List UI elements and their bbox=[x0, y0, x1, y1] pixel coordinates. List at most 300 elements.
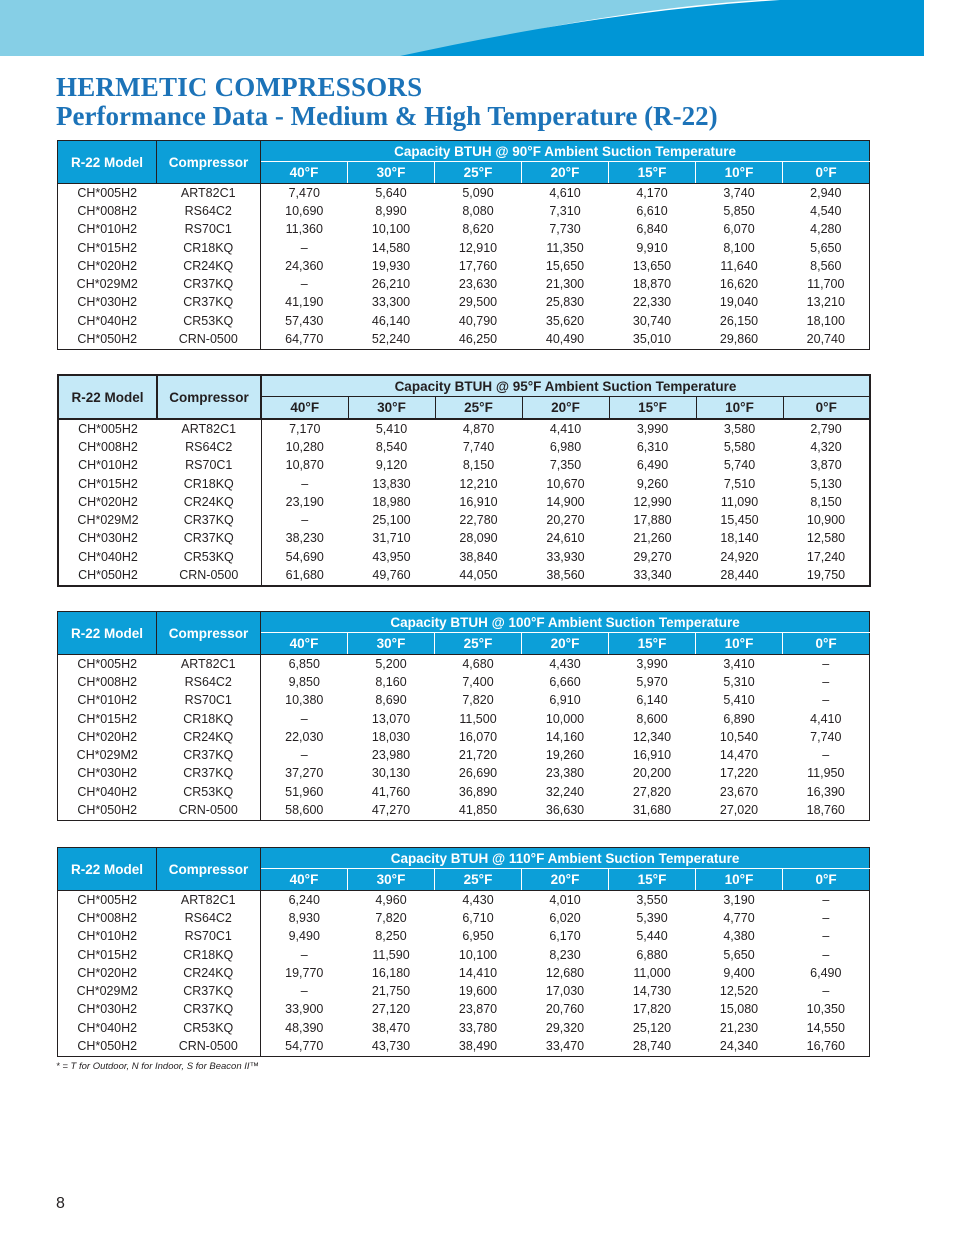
cell-capacity: 9,120 bbox=[375, 458, 408, 473]
cell-capacity: 20,740 bbox=[783, 330, 870, 349]
column-header-temp: 40°F bbox=[261, 633, 348, 655]
cell-capacity: 6,070 bbox=[723, 222, 755, 237]
cell-capacity: 4,320 bbox=[783, 438, 870, 456]
cell-model: CH*050H2 bbox=[58, 566, 157, 585]
table-row bbox=[58, 946, 870, 964]
column-header-temp: 25°F bbox=[435, 162, 522, 184]
cell-model: CH*029M2 bbox=[58, 746, 157, 764]
column-header-temp: 30°F bbox=[348, 162, 435, 184]
table-row bbox=[58, 964, 870, 982]
cell-capacity: 9,490 bbox=[288, 929, 320, 944]
cell-capacity: 13,210 bbox=[783, 294, 870, 312]
cell-capacity: 6,310 bbox=[636, 439, 669, 454]
cell-capacity: 26,690 bbox=[458, 766, 498, 781]
cell-capacity: 4,280 bbox=[783, 221, 870, 239]
cell-capacity: 35,620 bbox=[545, 313, 585, 328]
cell-capacity: 43,950 bbox=[372, 549, 411, 564]
cell-capacity: – bbox=[300, 748, 308, 763]
cell-capacity: 5,580 bbox=[723, 439, 756, 454]
table-caption: Capacity BTUH @ 110°F Ambient Suction Temperature bbox=[261, 848, 870, 869]
cell-capacity: 18,030 bbox=[371, 729, 411, 744]
cell-capacity: 6,850 bbox=[288, 656, 320, 671]
column-header-temp: 40°F bbox=[261, 397, 348, 420]
cell-capacity: 5,650 bbox=[783, 239, 870, 257]
cell-capacity: 33,340 bbox=[609, 566, 696, 585]
cell-capacity: 4,410 bbox=[549, 421, 582, 436]
cell-capacity: 29,500 bbox=[458, 295, 498, 310]
cell-model: CH*030H2 bbox=[58, 1001, 157, 1019]
cell-capacity: 5,130 bbox=[783, 475, 870, 493]
column-header-temp: 25°F bbox=[435, 397, 522, 420]
cell-capacity: 4,430 bbox=[462, 892, 494, 907]
cell-model: CH*030H2 bbox=[58, 765, 157, 783]
cell-capacity: 7,740 bbox=[783, 728, 870, 746]
table-row bbox=[58, 909, 870, 927]
cell-model: CH*005H2 bbox=[58, 184, 157, 203]
table-row bbox=[58, 928, 870, 946]
performance-table bbox=[57, 611, 870, 821]
cell-capacity: 8,600 bbox=[636, 711, 668, 726]
cell-compressor: CR18KQ bbox=[157, 710, 261, 728]
cell-model: CH*008H2 bbox=[58, 202, 157, 220]
table-row bbox=[58, 511, 870, 529]
page-number: 8 bbox=[56, 1195, 65, 1212]
table-row bbox=[58, 548, 870, 566]
cell-model: CH*040H2 bbox=[58, 312, 157, 330]
cell-capacity: 5,310 bbox=[723, 674, 755, 689]
cell-capacity: 9,400 bbox=[723, 965, 755, 980]
cell-capacity: – bbox=[300, 947, 308, 962]
cell-capacity: 12,910 bbox=[458, 240, 498, 255]
cell-capacity: 40,490 bbox=[522, 330, 609, 349]
cell-compressor: RS64C2 bbox=[157, 909, 261, 927]
cell-compressor: CR37KQ bbox=[157, 765, 261, 783]
cell-capacity: – bbox=[300, 277, 308, 292]
cell-capacity: 57,430 bbox=[285, 313, 324, 328]
cell-capacity: 18,760 bbox=[783, 801, 870, 820]
cell-capacity: 9,910 bbox=[636, 240, 668, 255]
column-header-temp: 0°F bbox=[783, 869, 870, 891]
cell-capacity: 19,600 bbox=[458, 984, 498, 999]
table-row bbox=[58, 530, 870, 548]
cell-capacity: 30,740 bbox=[632, 313, 672, 328]
cell-capacity: 27,820 bbox=[632, 784, 672, 799]
cell-capacity: 46,250 bbox=[435, 330, 522, 349]
cell-capacity: – bbox=[783, 982, 870, 1000]
column-header-temp: 15°F bbox=[609, 397, 696, 420]
cell-model: CH*005H2 bbox=[58, 655, 157, 674]
cell-model: CH*010H2 bbox=[58, 221, 157, 239]
cell-capacity: 5,410 bbox=[375, 421, 408, 436]
cell-capacity: 14,410 bbox=[458, 965, 498, 980]
table-row bbox=[58, 1037, 870, 1056]
column-header-model: R-22 Model bbox=[58, 375, 157, 419]
column-header-temp: 20°F bbox=[522, 162, 609, 184]
cell-capacity: – bbox=[783, 946, 870, 964]
cell-capacity: 11,950 bbox=[783, 765, 870, 783]
cell-capacity: 4,870 bbox=[462, 421, 495, 436]
cell-capacity: 15,650 bbox=[545, 258, 585, 273]
cell-capacity: 32,240 bbox=[545, 784, 585, 799]
cell-capacity: 4,380 bbox=[723, 929, 755, 944]
table-row bbox=[58, 438, 870, 456]
cell-model: CH*008H2 bbox=[58, 673, 157, 691]
cell-capacity: 6,890 bbox=[723, 711, 755, 726]
column-header-temp: 0°F bbox=[783, 162, 870, 184]
cell-capacity: 7,310 bbox=[549, 203, 581, 218]
cell-capacity: 14,900 bbox=[546, 494, 585, 509]
cell-capacity: 27,120 bbox=[371, 1002, 411, 1017]
column-header-compressor: Compressor bbox=[157, 141, 261, 184]
cell-compressor: RS70C1 bbox=[157, 928, 261, 946]
cell-compressor: ART82C1 bbox=[157, 419, 261, 438]
cell-capacity: 5,850 bbox=[723, 203, 755, 218]
cell-capacity: 2,940 bbox=[783, 184, 870, 203]
column-header-temp: 10°F bbox=[696, 397, 783, 420]
cell-capacity: 38,840 bbox=[459, 549, 498, 564]
cell-capacity: 20,200 bbox=[632, 766, 672, 781]
cell-capacity: – bbox=[783, 909, 870, 927]
cell-capacity: – bbox=[783, 891, 870, 910]
cell-capacity: 29,270 bbox=[633, 549, 672, 564]
cell-capacity: 6,880 bbox=[636, 947, 668, 962]
cell-capacity: 19,260 bbox=[545, 748, 585, 763]
cell-compressor: CR37KQ bbox=[157, 982, 261, 1000]
cell-compressor: CR37KQ bbox=[157, 746, 261, 764]
cell-capacity: 5,410 bbox=[723, 693, 755, 708]
cell-model: CH*020H2 bbox=[58, 257, 157, 275]
cell-compressor: CR37KQ bbox=[157, 1001, 261, 1019]
column-header-temp: 30°F bbox=[348, 397, 435, 420]
cell-compressor: ART82C1 bbox=[157, 655, 261, 674]
column-header-temp: 15°F bbox=[609, 633, 696, 655]
cell-capacity: 8,250 bbox=[375, 929, 407, 944]
cell-capacity: 26,150 bbox=[719, 313, 759, 328]
cell-capacity: 16,070 bbox=[458, 729, 498, 744]
cell-capacity: 8,100 bbox=[723, 240, 755, 255]
table-row bbox=[58, 419, 870, 438]
cell-compressor: CR18KQ bbox=[157, 239, 261, 257]
cell-capacity: 12,340 bbox=[632, 729, 672, 744]
cell-capacity: 24,920 bbox=[720, 549, 759, 564]
cell-capacity: 5,440 bbox=[636, 929, 668, 944]
table-row bbox=[58, 1019, 870, 1037]
cell-capacity: 3,410 bbox=[723, 656, 755, 671]
cell-capacity: 17,880 bbox=[633, 513, 672, 528]
cell-capacity: 33,900 bbox=[285, 1002, 324, 1017]
cell-capacity: 54,690 bbox=[285, 549, 324, 564]
cell-capacity: 17,760 bbox=[458, 258, 498, 273]
cell-model: CH*040H2 bbox=[58, 1019, 157, 1037]
cell-compressor: CRN-0500 bbox=[157, 566, 261, 585]
cell-capacity: 11,350 bbox=[546, 240, 584, 255]
cell-capacity: 38,230 bbox=[285, 531, 324, 546]
title-block bbox=[56, 72, 718, 131]
performance-table bbox=[57, 374, 871, 587]
cell-capacity: 11,360 bbox=[285, 222, 323, 237]
cell-capacity: 38,490 bbox=[435, 1037, 522, 1056]
cell-capacity: 10,100 bbox=[371, 222, 411, 237]
table-row bbox=[58, 728, 870, 746]
cell-capacity: 31,710 bbox=[372, 531, 411, 546]
column-header-model: R-22 Model bbox=[58, 848, 157, 891]
cell-capacity: 8,990 bbox=[375, 203, 407, 218]
cell-model: CH*040H2 bbox=[58, 548, 157, 566]
cell-capacity: 8,080 bbox=[462, 203, 494, 218]
table-row bbox=[58, 312, 870, 330]
cell-capacity: 22,030 bbox=[285, 729, 324, 744]
cell-capacity: 7,740 bbox=[462, 439, 495, 454]
cell-model: CH*005H2 bbox=[58, 891, 157, 910]
cell-capacity: 14,470 bbox=[719, 748, 759, 763]
cell-model: CH*030H2 bbox=[58, 530, 157, 548]
cell-compressor: CR53KQ bbox=[157, 783, 261, 801]
table-row bbox=[58, 801, 870, 820]
cell-capacity: 28,440 bbox=[696, 566, 783, 585]
cell-capacity: – bbox=[783, 655, 870, 674]
cell-capacity: 9,850 bbox=[288, 674, 320, 689]
cell-capacity: 8,620 bbox=[462, 222, 494, 237]
cell-capacity: 25,120 bbox=[632, 1020, 672, 1035]
cell-model: CH*005H2 bbox=[58, 419, 157, 438]
cell-capacity: 11,700 bbox=[783, 275, 870, 293]
cell-capacity: 10,670 bbox=[546, 476, 585, 491]
column-header-temp: 10°F bbox=[696, 869, 783, 891]
cell-capacity: – bbox=[783, 673, 870, 691]
cell-capacity: 19,750 bbox=[783, 566, 870, 585]
table-row bbox=[58, 982, 870, 1000]
cell-model: CH*029M2 bbox=[58, 982, 157, 1000]
column-header-temp: 0°F bbox=[783, 633, 870, 655]
cell-capacity: 7,470 bbox=[288, 185, 320, 200]
cell-model: CH*050H2 bbox=[58, 330, 157, 349]
cell-capacity: 16,760 bbox=[783, 1037, 870, 1056]
cell-compressor: CR24KQ bbox=[157, 728, 261, 746]
cell-capacity: 14,160 bbox=[545, 729, 585, 744]
column-header-compressor: Compressor bbox=[157, 612, 261, 655]
table-row bbox=[58, 746, 870, 764]
cell-capacity: 61,680 bbox=[261, 566, 348, 585]
cell-capacity: 36,890 bbox=[458, 784, 498, 799]
table-row bbox=[58, 475, 870, 493]
cell-capacity: 13,070 bbox=[371, 711, 411, 726]
column-header-temp: 25°F bbox=[435, 869, 522, 891]
cell-capacity: 30,130 bbox=[371, 766, 411, 781]
cell-capacity: 4,010 bbox=[549, 892, 581, 907]
cell-capacity: 4,960 bbox=[375, 892, 407, 907]
cell-capacity: 4,680 bbox=[462, 656, 494, 671]
table-row bbox=[58, 202, 870, 220]
column-header-temp: 10°F bbox=[696, 162, 783, 184]
cell-capacity: 21,720 bbox=[458, 748, 498, 763]
table-row bbox=[58, 239, 870, 257]
cell-capacity: 7,820 bbox=[375, 910, 407, 925]
cell-capacity: 41,850 bbox=[435, 801, 522, 820]
cell-capacity: 38,470 bbox=[371, 1020, 411, 1035]
cell-capacity: 7,400 bbox=[462, 674, 494, 689]
cell-capacity: 23,670 bbox=[719, 784, 759, 799]
cell-compressor: CRN-0500 bbox=[157, 801, 261, 820]
cell-compressor: CR37KQ bbox=[157, 530, 261, 548]
column-header-temp: 10°F bbox=[696, 633, 783, 655]
column-header-temp: 0°F bbox=[783, 397, 870, 420]
cell-capacity: 10,380 bbox=[285, 693, 324, 708]
cell-capacity: 11,090 bbox=[720, 494, 759, 509]
column-header-temp: 40°F bbox=[261, 162, 348, 184]
table-row bbox=[58, 673, 870, 691]
cell-compressor: CR24KQ bbox=[157, 493, 261, 511]
cell-capacity: 9,260 bbox=[636, 476, 669, 491]
cell-capacity: 43,730 bbox=[348, 1037, 435, 1056]
cell-capacity: 22,330 bbox=[632, 295, 672, 310]
cell-capacity: 40,790 bbox=[458, 313, 498, 328]
column-header-compressor: Compressor bbox=[157, 375, 261, 419]
column-header-model: R-22 Model bbox=[58, 612, 157, 655]
cell-capacity: 12,990 bbox=[633, 494, 672, 509]
cell-capacity: 31,680 bbox=[609, 801, 696, 820]
table-row bbox=[58, 294, 870, 312]
cell-capacity: 17,240 bbox=[783, 548, 870, 566]
cell-capacity: 6,710 bbox=[462, 910, 494, 925]
cell-capacity: 5,090 bbox=[462, 185, 494, 200]
column-header-temp: 15°F bbox=[609, 869, 696, 891]
cell-capacity: 5,970 bbox=[636, 674, 668, 689]
cell-compressor: CR53KQ bbox=[157, 312, 261, 330]
cell-capacity: 6,980 bbox=[549, 439, 582, 454]
cell-capacity: 4,540 bbox=[783, 202, 870, 220]
cell-capacity: 3,990 bbox=[636, 421, 669, 436]
cell-capacity: 11,590 bbox=[372, 947, 410, 962]
cell-capacity: 41,190 bbox=[285, 295, 324, 310]
cell-capacity: 8,150 bbox=[462, 458, 495, 473]
cell-capacity: 20,270 bbox=[546, 513, 585, 528]
cell-capacity: 12,520 bbox=[719, 984, 759, 999]
cell-capacity: 6,840 bbox=[636, 222, 668, 237]
cell-capacity: 19,770 bbox=[285, 965, 324, 980]
cell-capacity: 3,190 bbox=[723, 892, 755, 907]
cell-capacity: 58,600 bbox=[261, 801, 348, 820]
cell-capacity: 8,230 bbox=[549, 947, 581, 962]
table-row bbox=[58, 493, 870, 511]
cell-capacity: 3,580 bbox=[723, 421, 756, 436]
cell-capacity: 10,350 bbox=[783, 1001, 870, 1019]
cell-capacity: 5,200 bbox=[375, 656, 407, 671]
cell-compressor: RS70C1 bbox=[157, 692, 261, 710]
cell-capacity: 23,380 bbox=[545, 766, 585, 781]
cell-model: CH*010H2 bbox=[58, 692, 157, 710]
cell-capacity: 8,150 bbox=[783, 493, 870, 511]
cell-compressor: CRN-0500 bbox=[157, 330, 261, 349]
cell-capacity: 10,100 bbox=[458, 947, 498, 962]
column-header-temp: 20°F bbox=[522, 633, 609, 655]
cell-capacity: – bbox=[783, 692, 870, 710]
page-subtitle: Performance Data - Medium & High Temperature (R-22) bbox=[56, 101, 718, 131]
cell-model: CH*050H2 bbox=[58, 801, 157, 820]
cell-compressor: RS70C1 bbox=[157, 457, 261, 475]
cell-capacity: 6,660 bbox=[549, 674, 581, 689]
cell-capacity: 18,870 bbox=[632, 277, 672, 292]
header-banner bbox=[0, 0, 954, 58]
cell-model: CH*015H2 bbox=[58, 475, 157, 493]
page-title: HERMETIC COMPRESSORS bbox=[56, 72, 423, 102]
cell-capacity: 3,550 bbox=[636, 892, 668, 907]
cell-compressor: RS64C2 bbox=[157, 438, 261, 456]
cell-capacity: – bbox=[783, 746, 870, 764]
cell-capacity: 16,910 bbox=[632, 748, 672, 763]
cell-capacity: 6,170 bbox=[549, 929, 581, 944]
cell-compressor: CR53KQ bbox=[157, 548, 261, 566]
cell-capacity: 7,350 bbox=[549, 458, 582, 473]
cell-compressor: CR18KQ bbox=[157, 946, 261, 964]
cell-capacity: 33,930 bbox=[546, 549, 585, 564]
cell-capacity: 14,580 bbox=[371, 240, 411, 255]
cell-model: CH*020H2 bbox=[58, 964, 157, 982]
cell-capacity: 10,280 bbox=[285, 439, 324, 454]
cell-compressor: ART82C1 bbox=[157, 184, 261, 203]
cell-capacity: 36,630 bbox=[522, 801, 609, 820]
cell-capacity: 17,820 bbox=[632, 1002, 672, 1017]
cell-capacity: 16,180 bbox=[371, 965, 411, 980]
table-row bbox=[58, 330, 870, 349]
column-header-temp: 30°F bbox=[348, 869, 435, 891]
cell-capacity: 16,390 bbox=[783, 783, 870, 801]
cell-capacity: 5,390 bbox=[636, 910, 668, 925]
cell-capacity: 23,870 bbox=[458, 1002, 498, 1017]
cell-capacity: 23,980 bbox=[371, 748, 411, 763]
cell-capacity: 18,140 bbox=[720, 531, 759, 546]
cell-capacity: 15,080 bbox=[719, 1002, 759, 1017]
cell-capacity: 6,490 bbox=[783, 964, 870, 982]
cell-capacity: 21,260 bbox=[633, 531, 672, 546]
cell-capacity: 21,750 bbox=[371, 984, 411, 999]
cell-capacity: – bbox=[300, 711, 308, 726]
cell-capacity: 14,550 bbox=[783, 1019, 870, 1037]
cell-capacity: 6,950 bbox=[462, 929, 494, 944]
cell-capacity: 41,760 bbox=[371, 784, 411, 799]
cell-model: CH*029M2 bbox=[58, 275, 157, 293]
cell-compressor: CR37KQ bbox=[157, 294, 261, 312]
cell-model: CH*015H2 bbox=[58, 239, 157, 257]
table-row bbox=[58, 655, 870, 674]
cell-capacity: 33,300 bbox=[371, 295, 411, 310]
cell-capacity: 24,360 bbox=[285, 258, 324, 273]
table-row bbox=[58, 275, 870, 293]
table-caption: Capacity BTUH @ 95°F Ambient Suction Temperature bbox=[261, 375, 870, 397]
cell-model: CH*029M2 bbox=[58, 511, 157, 529]
cell-capacity: 3,870 bbox=[783, 457, 870, 475]
cell-capacity: 10,690 bbox=[285, 203, 324, 218]
table-row bbox=[58, 765, 870, 783]
cell-capacity: 21,230 bbox=[719, 1020, 759, 1035]
cell-capacity: 16,910 bbox=[459, 494, 498, 509]
cell-compressor: ART82C1 bbox=[157, 891, 261, 910]
cell-capacity: 21,300 bbox=[545, 277, 585, 292]
cell-capacity: 28,740 bbox=[609, 1037, 696, 1056]
footnote: * = T for Outdoor, N for Indoor, S for Beacon II™ bbox=[56, 1061, 260, 1072]
table-row bbox=[58, 891, 870, 910]
column-header-temp: 20°F bbox=[522, 869, 609, 891]
cell-compressor: CR53KQ bbox=[157, 1019, 261, 1037]
cell-capacity: 7,730 bbox=[549, 222, 581, 237]
cell-capacity: 24,610 bbox=[546, 531, 585, 546]
cell-capacity: 28,090 bbox=[459, 531, 498, 546]
cell-capacity: 3,740 bbox=[723, 185, 755, 200]
cell-capacity: 48,390 bbox=[285, 1020, 324, 1035]
table-row bbox=[58, 692, 870, 710]
table-row bbox=[58, 1001, 870, 1019]
cell-capacity: 16,620 bbox=[719, 277, 759, 292]
cell-capacity: 10,900 bbox=[783, 511, 870, 529]
